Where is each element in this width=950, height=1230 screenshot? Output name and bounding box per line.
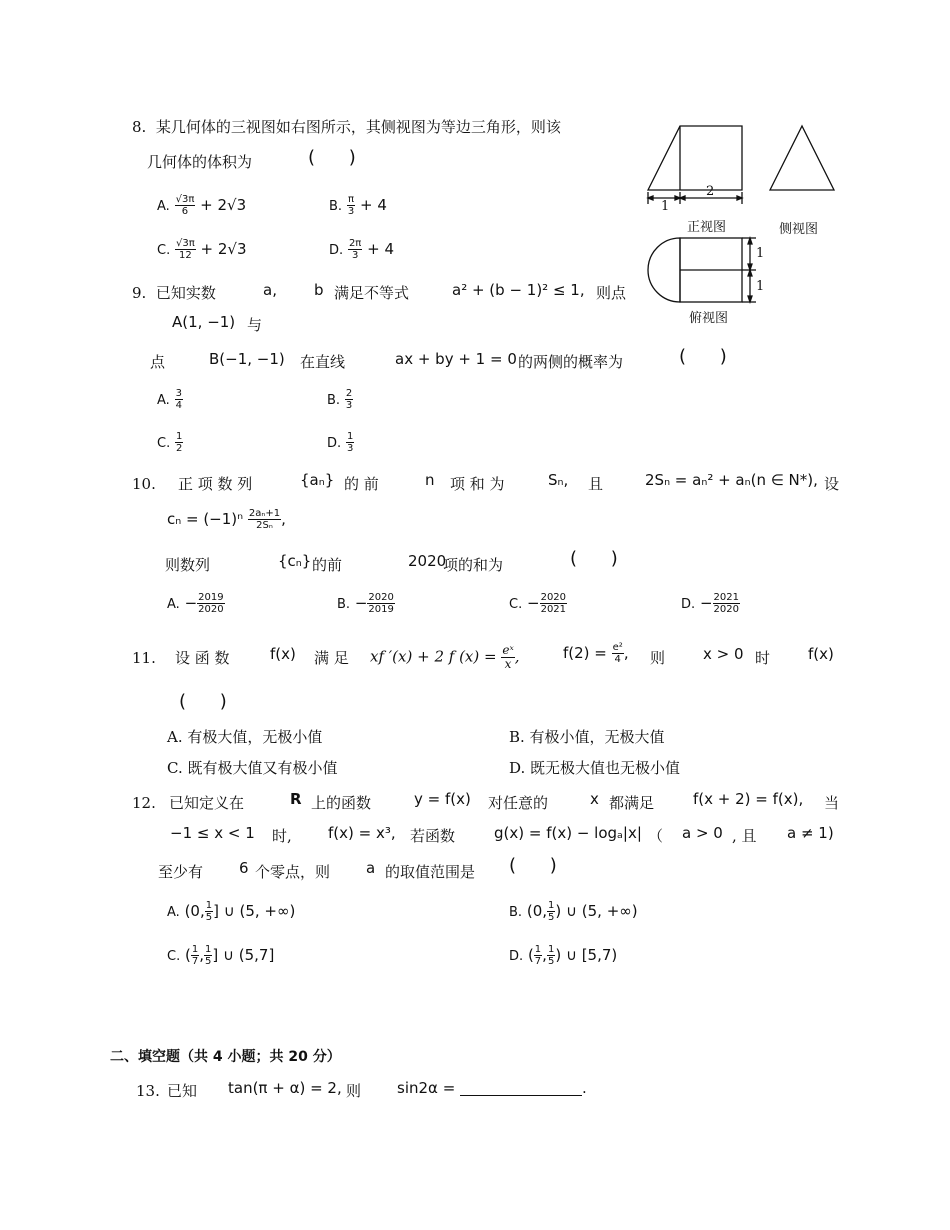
q12-x: x	[590, 790, 599, 808]
q9-answer-paren: ( )	[679, 346, 741, 367]
dim-label-2: 2	[706, 184, 715, 199]
q9-point-b: B(−1, −1)	[209, 350, 285, 368]
q10-option-c: C. − $\frac{2020}{2021}$	[509, 592, 567, 615]
q10-text7: 的前	[312, 556, 343, 574]
q10-option-b: B. − $\frac{2020}{2019}$	[337, 592, 394, 615]
q10-text8: 项的和为	[443, 556, 504, 574]
q10-cn-def: cₙ = (−1)ⁿ $\frac{\text{2aₙ+1}}{\text{2Sₙ}}$ ,	[167, 508, 286, 531]
q12-text6: 时,	[272, 827, 292, 845]
q13-expression: sin2α = .	[397, 1079, 587, 1097]
q11-num: 11.	[132, 649, 156, 667]
q12-a-gt: a > 0	[682, 824, 723, 842]
q10-condition: 2Sₙ = aₙ² + aₙ(n ∈ N*),	[645, 471, 818, 489]
q10-text2: 的 前	[344, 475, 379, 493]
q9-var-b: b	[314, 281, 324, 299]
q12-gx: g(x) = f(x) − logₐ|x|	[494, 824, 642, 842]
q10-num: 10.	[132, 475, 156, 493]
q12-text11: 个零点，则	[255, 863, 331, 881]
q12-range: −1 ≤ x < 1	[170, 824, 255, 842]
q11-text3: 则	[650, 649, 666, 667]
q9-option-a: A. $\frac{3}{4}$	[157, 388, 182, 411]
q10-text1: 正 项 数 列	[178, 475, 253, 493]
top-view-caption: 俯视图	[689, 311, 729, 326]
q9-text5: 点	[150, 353, 166, 371]
q10-year: 2020	[408, 552, 447, 570]
q9-point-a: A(1, −1)	[172, 313, 236, 331]
q12-text7: 若函数	[410, 827, 456, 845]
side-view	[770, 126, 834, 190]
q12-option-b: B. (0, $\frac{1}{5}$ ) ∪ (5, +∞)	[509, 900, 638, 923]
top-view	[648, 238, 756, 302]
q13-text2: 则	[346, 1082, 362, 1100]
q11-option-c: C. 既有极大值又有极小值	[167, 759, 338, 777]
q10-seq: {aₙ}	[300, 471, 335, 489]
front-view-caption: 正视图	[687, 220, 727, 235]
q12-six: 6	[239, 859, 249, 877]
q10-text5: 设	[824, 475, 840, 493]
q11-text4: 时	[755, 649, 771, 667]
q12-text5: 当	[824, 794, 840, 812]
q12-text10: 至少有	[158, 863, 204, 881]
q9-option-d: D. $\frac{1}{3}$	[327, 431, 354, 454]
q12-option-a: A. (0, $\frac{1}{5}$ ] ∪ (5, +∞)	[167, 900, 296, 923]
dim-label-top-1: 1	[756, 246, 765, 261]
q11-option-b: B. 有极小值，无极大值	[509, 728, 665, 746]
q10-answer-paren: ( )	[570, 548, 632, 569]
q9-inequality: a² + (b − 1)² ≤ 1,	[452, 281, 585, 299]
q12-option-d: D. ( $\frac{1}{7}$ , $\frac{1}{5}$ ) ∪ [5,7)	[509, 944, 618, 967]
q13-text1: 已知	[167, 1082, 198, 1100]
q11-option-d: D. 既无极大值也无极小值	[509, 759, 681, 777]
q10-text4: 且	[588, 475, 604, 493]
q12-text1: 已知定义在	[169, 794, 245, 812]
q9-option-b: B. $\frac{2}{3}$	[327, 388, 353, 411]
front-view	[648, 126, 742, 204]
side-view-caption: 侧视图	[779, 222, 819, 237]
q11-answer-paren: ( )	[179, 691, 241, 712]
q12-yfx: y = f(x)	[414, 790, 471, 808]
q10-cseq: {cₙ}	[278, 552, 312, 570]
section-heading: 二、填空题（共 4 小题；共 20 分）	[110, 1049, 341, 1065]
q8-answer-paren: ( )	[308, 147, 370, 168]
q11-fx: f(x)	[270, 645, 296, 663]
q11-text2: 满 足	[314, 649, 349, 667]
q9-var-a: a,	[263, 281, 277, 299]
q8-option-a: A. $\frac{√3\pi}{6}$ + 2√3	[157, 194, 247, 217]
q10-n: n	[425, 471, 435, 489]
q9-text6: 在直线	[300, 353, 346, 371]
q9-line-eq: ax + by + 1 = 0	[395, 350, 517, 368]
q9-text7: 的两侧的概率为	[518, 353, 624, 371]
q11-f2: f(2) = $\frac{\text{e²}}{4}$ ,	[563, 642, 629, 665]
q10-text6: 则数列	[165, 556, 211, 574]
q8-line2: 几何体的体积为	[147, 153, 253, 171]
q9-text4: 与	[247, 316, 263, 334]
q10-sn: Sₙ,	[548, 471, 569, 489]
q10-option-a: A. − $\frac{2019}{2020}$	[167, 592, 224, 615]
q9-option-c: C. $\frac{1}{2}$	[157, 431, 183, 454]
q9-text2: 满足不等式	[334, 284, 410, 302]
q10-text3: 项 和 为	[450, 475, 505, 493]
q13-answer-blank[interactable]	[460, 1081, 582, 1096]
q12-text9: , 且	[732, 827, 757, 845]
q8-option-c: C. $\frac{√3\pi}{12}$ + 2√3	[157, 238, 247, 261]
q8-line1: 8. 某几何体的三视图如右图所示，其侧视图为等边三角形，则该	[132, 118, 561, 136]
dim-label-1: 1	[661, 199, 670, 214]
three-view-figure	[640, 120, 850, 320]
q10-option-d: D. − $\frac{2021}{2020}$	[681, 592, 739, 615]
q12-text8: （	[648, 827, 664, 845]
q12-option-c: C. ( $\frac{1}{7}$ , $\frac{1}{5}$ ] ∪ (5,7]	[167, 944, 275, 967]
q12-fx-cube: f(x) = x³,	[328, 824, 396, 842]
q12-num: 12.	[132, 794, 156, 812]
q12-R: R	[290, 790, 302, 808]
dim-label-top-2: 1	[756, 279, 765, 294]
q12-text12: 的取值范围是	[385, 863, 476, 881]
q9-text3: 则点	[596, 284, 627, 302]
q11-equation: xf ′(x) + 2 f (x) = $\frac{\text{eˣ}}{x}$ ,	[370, 643, 520, 671]
q13-num: 13.	[136, 1082, 160, 1100]
q12-answer-paren: ( )	[509, 855, 571, 876]
q11-cond: x > 0	[703, 645, 744, 663]
q11-fx2: f(x)	[808, 645, 834, 663]
q12-text3: 对任意的	[488, 794, 549, 812]
q12-a-ne: a ≠ 1)	[787, 824, 834, 842]
q12-a: a	[366, 859, 376, 877]
q13-condition: tan(π + α) = 2,	[228, 1079, 342, 1097]
q11-option-a: A. 有极大值，无极小值	[167, 728, 323, 746]
q12-periodic: f(x + 2) = f(x),	[693, 790, 804, 808]
q9-line1: 9. 已知实数	[132, 284, 216, 302]
q12-text2: 上的函数	[311, 794, 372, 812]
q8-option-d: D. $\frac{2\pi}{3}$ + 4	[329, 238, 394, 261]
q12-text4: 都满足	[609, 794, 655, 812]
q11-text1: 设 函 数	[175, 649, 230, 667]
q8-option-b: B. $\frac{\pi}{3}$ + 4	[329, 194, 387, 217]
